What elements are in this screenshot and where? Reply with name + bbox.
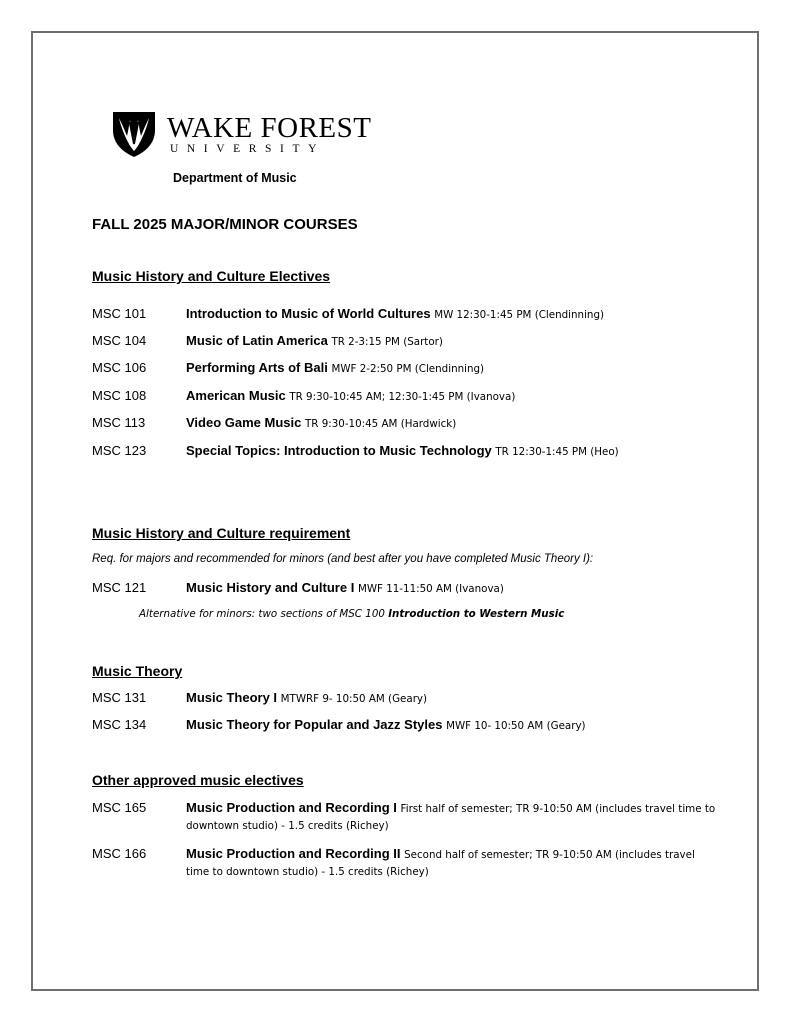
course-details: MW 12:30-1:45 PM (Clendinning) — [434, 309, 605, 321]
course-name: Video Game Music — [186, 415, 302, 430]
course-details: First half of semester; TR 9-10:50 AM (includes travel time to downtown studio) - 1.5 credits (Richey) — [186, 803, 716, 832]
course-code: MSC 131 — [92, 690, 147, 705]
course-code: MSC 113 — [92, 415, 146, 430]
course-details: Second half of semester; TR 9-10:50 AM (includes travel time to downtown studio) - 1.5 credits (Richey) — [186, 849, 695, 878]
section-heading-other: Other approved music electives — [92, 772, 304, 788]
course-name: Introduction to Music of World Cultures — [186, 306, 431, 321]
course-name: American Music — [186, 388, 286, 403]
course-details: TR 12:30-1:45 PM (Heo) — [495, 446, 619, 458]
course-code: MSC 134 — [92, 717, 147, 732]
course-details: TR 9:30-10:45 AM; 12:30-1:45 PM (Ivanova) — [289, 391, 516, 403]
course-details: TR 9:30-10:45 AM (Hardwick) — [304, 418, 457, 430]
section-heading-electives: Music History and Culture Electives — [92, 268, 331, 284]
page-title: FALL 2025 MAJOR/MINOR COURSES — [92, 216, 358, 233]
alternative-prefix: Alternative for minors: two sections of MSC 100 — [139, 608, 385, 620]
course-name: Performing Arts of Bali — [186, 360, 328, 375]
course-code: MSC 123 — [92, 443, 147, 458]
course-code: MSC 106 — [92, 360, 147, 375]
course-code: MSC 108 — [92, 388, 147, 403]
course-code: MSC 101 — [92, 306, 147, 321]
course-name: Music Theory I — [186, 690, 278, 705]
minor-alternative-note — [139, 608, 564, 620]
university-subtitle: UNIVERSITY — [170, 143, 325, 155]
course-code: MSC 104 — [92, 333, 147, 348]
course-name: Music History and Culture I — [186, 580, 355, 595]
course-name: Music of Latin America — [186, 333, 328, 348]
course-name: Music Theory for Popular and Jazz Styles — [186, 717, 443, 732]
section-heading-theory: Music Theory — [92, 663, 183, 679]
course-code: MSC 121 — [92, 580, 147, 595]
requirement-note: Req. for majors and recommended for minors (and best after you have completed Music Theory I): — [92, 553, 594, 565]
course-name: Special Topics: Introduction to Music Technology — [186, 443, 492, 458]
university-wordmark: WAKE FOREST — [167, 112, 372, 144]
course-details: MWF 11-11:50 AM (Ivanova) — [357, 583, 504, 595]
wake-forest-shield-icon — [111, 110, 157, 158]
alternative-course-name: Introduction to Western Music — [388, 608, 565, 620]
course-code: MSC 165 — [92, 800, 147, 815]
course-name: Music Production and Recording II — [186, 846, 401, 861]
course-code: MSC 166 — [92, 846, 147, 861]
course-details: TR 2-3:15 PM (Sartor) — [331, 336, 443, 348]
course-name: Music Production and Recording I — [186, 800, 397, 815]
section-heading-requirement: Music History and Culture requirement — [92, 525, 351, 541]
course-details: MWF 2-2:50 PM (Clendinning) — [331, 363, 485, 375]
course-details: MWF 10- 10:50 AM (Geary) — [446, 720, 586, 732]
course-details: MTWRF 9- 10:50 AM (Geary) — [280, 693, 428, 705]
department-name: Department of Music — [173, 171, 297, 185]
